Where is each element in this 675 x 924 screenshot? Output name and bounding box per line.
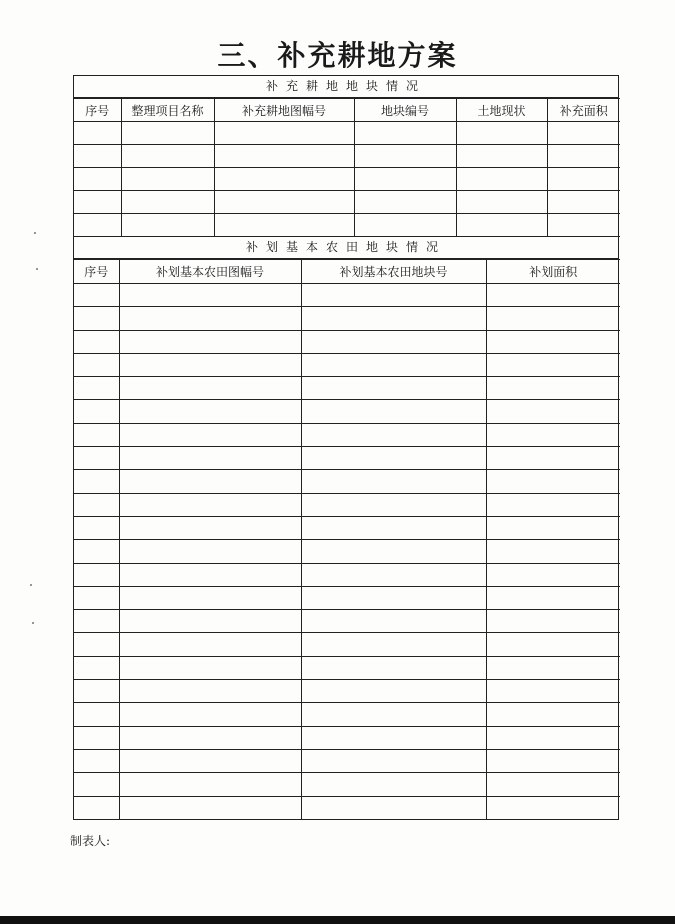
table-cell[interactable] — [301, 377, 486, 400]
table-cell[interactable] — [301, 726, 486, 749]
table-cell[interactable] — [354, 168, 456, 191]
table-cell[interactable] — [301, 447, 486, 470]
table-row — [74, 145, 620, 168]
table-cell[interactable] — [486, 330, 620, 353]
table-cell[interactable] — [214, 191, 354, 214]
table-cell[interactable] — [119, 726, 301, 749]
table-cell[interactable] — [486, 680, 620, 703]
column-header: 补划面积 — [486, 260, 620, 284]
farmland-table — [74, 259, 620, 819]
table-row — [74, 540, 620, 563]
table-cell[interactable] — [456, 214, 547, 237]
table-cell[interactable] — [486, 749, 620, 772]
table-cell[interactable] — [74, 773, 119, 796]
table-cell[interactable] — [74, 330, 119, 353]
table-cell[interactable] — [354, 191, 456, 214]
column-header: 补划基本农田图幅号 — [119, 260, 301, 284]
table-cell[interactable] — [301, 796, 486, 819]
table-row — [74, 516, 620, 539]
table-cell[interactable] — [74, 377, 119, 400]
table-row — [74, 284, 620, 307]
table-cell[interactable] — [301, 749, 486, 772]
table-cell[interactable] — [74, 610, 119, 633]
table-cell[interactable] — [74, 540, 119, 563]
column-header: 补充面积 — [547, 99, 620, 122]
table-cell[interactable] — [301, 400, 486, 423]
table-cell[interactable] — [486, 307, 620, 330]
table-cell[interactable] — [486, 773, 620, 796]
land-supplement-form — [73, 75, 619, 820]
table-cell[interactable] — [301, 563, 486, 586]
table-row — [74, 330, 620, 353]
table-cell[interactable] — [119, 796, 301, 819]
table-cell[interactable] — [74, 307, 119, 330]
table-cell[interactable] — [354, 122, 456, 145]
table-header-row — [74, 260, 620, 284]
table-row — [74, 400, 620, 423]
table-cell[interactable] — [354, 145, 456, 168]
table-cell[interactable] — [547, 168, 620, 191]
table-cell[interactable] — [486, 377, 620, 400]
table-cell[interactable] — [74, 470, 119, 493]
table-row — [74, 122, 620, 145]
table-row — [74, 656, 620, 679]
table-cell[interactable] — [301, 307, 486, 330]
table-row — [74, 191, 620, 214]
table-cell[interactable] — [301, 680, 486, 703]
table-row — [74, 563, 620, 586]
table-cell[interactable] — [121, 191, 214, 214]
table-cell[interactable] — [119, 540, 301, 563]
table-cell[interactable] — [119, 586, 301, 609]
scan-speck — [34, 232, 36, 234]
table-cell[interactable] — [74, 563, 119, 586]
table-cell[interactable] — [121, 122, 214, 145]
table-cell[interactable] — [301, 353, 486, 376]
table-cell[interactable] — [486, 703, 620, 726]
scan-speck — [32, 622, 34, 624]
table-row — [74, 168, 620, 191]
table-cell[interactable] — [301, 656, 486, 679]
table-cell[interactable] — [121, 168, 214, 191]
table-cell[interactable] — [74, 284, 119, 307]
column-header: 补充耕地图幅号 — [214, 99, 354, 122]
table-cell[interactable] — [119, 516, 301, 539]
table-cell[interactable] — [121, 145, 214, 168]
table-cell[interactable] — [301, 423, 486, 446]
table-cell[interactable] — [486, 493, 620, 516]
table-cell[interactable] — [74, 145, 121, 168]
supplement-land-table — [74, 98, 620, 237]
table-cell[interactable] — [74, 516, 119, 539]
table-row — [74, 377, 620, 400]
table-cell[interactable] — [119, 633, 301, 656]
table-cell[interactable] — [119, 423, 301, 446]
table-cell[interactable] — [486, 633, 620, 656]
table-row — [74, 796, 620, 819]
table-cell[interactable] — [119, 703, 301, 726]
table-header-row — [74, 99, 620, 122]
table-cell[interactable] — [456, 145, 547, 168]
table-row — [74, 214, 620, 237]
column-header: 地块编号 — [354, 99, 456, 122]
table-cell[interactable] — [214, 122, 354, 145]
table-cell[interactable] — [74, 726, 119, 749]
table-cell[interactable] — [119, 656, 301, 679]
table-cell[interactable] — [74, 493, 119, 516]
table-cell[interactable] — [119, 353, 301, 376]
table-cell[interactable] — [301, 540, 486, 563]
table-cell[interactable] — [119, 330, 301, 353]
column-header: 序号 — [74, 99, 121, 122]
table-row — [74, 633, 620, 656]
table-cell[interactable] — [486, 400, 620, 423]
table-cell[interactable] — [301, 330, 486, 353]
table-cell[interactable] — [456, 122, 547, 145]
table-row — [74, 773, 620, 796]
table-row — [74, 703, 620, 726]
table-cell[interactable] — [74, 680, 119, 703]
table-cell[interactable] — [486, 284, 620, 307]
table-cell[interactable] — [74, 447, 119, 470]
table-cell[interactable] — [547, 145, 620, 168]
column-header: 土地现状 — [456, 99, 547, 122]
table-row — [74, 726, 620, 749]
table-row — [74, 749, 620, 772]
table-cell[interactable] — [486, 353, 620, 376]
table-cell[interactable] — [547, 122, 620, 145]
table-cell[interactable] — [119, 447, 301, 470]
table-cell[interactable] — [486, 796, 620, 819]
table-cell[interactable] — [486, 586, 620, 609]
table-cell[interactable] — [119, 493, 301, 516]
table-cell[interactable] — [74, 656, 119, 679]
column-header: 补划基本农田地块号 — [301, 260, 486, 284]
column-header: 整理项目名称 — [121, 99, 214, 122]
table-cell[interactable] — [301, 586, 486, 609]
table-cell[interactable] — [486, 540, 620, 563]
table-cell[interactable] — [74, 633, 119, 656]
table-cell[interactable] — [119, 470, 301, 493]
table-cell[interactable] — [74, 191, 121, 214]
table-cell[interactable] — [301, 284, 486, 307]
table-cell[interactable] — [74, 586, 119, 609]
section1-header: 补充耕地地块情况 — [74, 76, 618, 98]
table-cell[interactable] — [214, 145, 354, 168]
table-row — [74, 447, 620, 470]
table-cell[interactable] — [547, 214, 620, 237]
table-cell[interactable] — [119, 563, 301, 586]
prepared-by-label: 制表人: — [70, 834, 111, 848]
table-cell[interactable] — [456, 168, 547, 191]
table-cell[interactable] — [121, 214, 214, 237]
table-row — [74, 680, 620, 703]
table-cell[interactable] — [214, 168, 354, 191]
table-cell[interactable] — [301, 610, 486, 633]
table-cell[interactable] — [301, 703, 486, 726]
table-cell[interactable] — [74, 168, 121, 191]
table-cell[interactable] — [301, 773, 486, 796]
table-cell[interactable] — [74, 749, 119, 772]
table-row — [74, 307, 620, 330]
table-cell[interactable] — [486, 726, 620, 749]
table-cell[interactable] — [74, 122, 121, 145]
table-row — [74, 586, 620, 609]
table-cell[interactable] — [74, 400, 119, 423]
scan-speck — [36, 268, 38, 270]
scan-speck — [30, 584, 32, 586]
table-cell[interactable] — [547, 191, 620, 214]
table-cell[interactable] — [74, 214, 121, 237]
table-cell[interactable] — [74, 353, 119, 376]
table-row — [74, 423, 620, 446]
table-cell[interactable] — [486, 447, 620, 470]
table-cell[interactable] — [119, 749, 301, 772]
table-cell[interactable] — [119, 307, 301, 330]
table-cell[interactable] — [119, 284, 301, 307]
table-cell[interactable] — [486, 610, 620, 633]
table-cell[interactable] — [486, 423, 620, 446]
table-cell[interactable] — [214, 214, 354, 237]
table-cell[interactable] — [486, 563, 620, 586]
table-cell[interactable] — [456, 191, 547, 214]
table-row — [74, 493, 620, 516]
table-row — [74, 353, 620, 376]
table-row — [74, 610, 620, 633]
table-cell[interactable] — [74, 703, 119, 726]
page-title: 三、补充耕地方案 — [217, 39, 458, 72]
table-cell[interactable] — [119, 377, 301, 400]
scan-edge — [0, 916, 675, 924]
table-cell[interactable] — [119, 400, 301, 423]
table-cell[interactable] — [119, 680, 301, 703]
table-row — [74, 470, 620, 493]
column-header: 序号 — [74, 260, 119, 284]
table-cell[interactable] — [301, 633, 486, 656]
table-cell[interactable] — [486, 516, 620, 539]
table-cell[interactable] — [486, 470, 620, 493]
table-cell[interactable] — [74, 423, 119, 446]
section2-header: 补划基本农田地块情况 — [74, 237, 618, 259]
table-cell[interactable] — [74, 796, 119, 819]
table-cell[interactable] — [486, 656, 620, 679]
table-cell[interactable] — [301, 516, 486, 539]
table-cell[interactable] — [119, 610, 301, 633]
table-cell[interactable] — [119, 773, 301, 796]
table-cell[interactable] — [301, 470, 486, 493]
table-cell[interactable] — [354, 214, 456, 237]
table-cell[interactable] — [301, 493, 486, 516]
